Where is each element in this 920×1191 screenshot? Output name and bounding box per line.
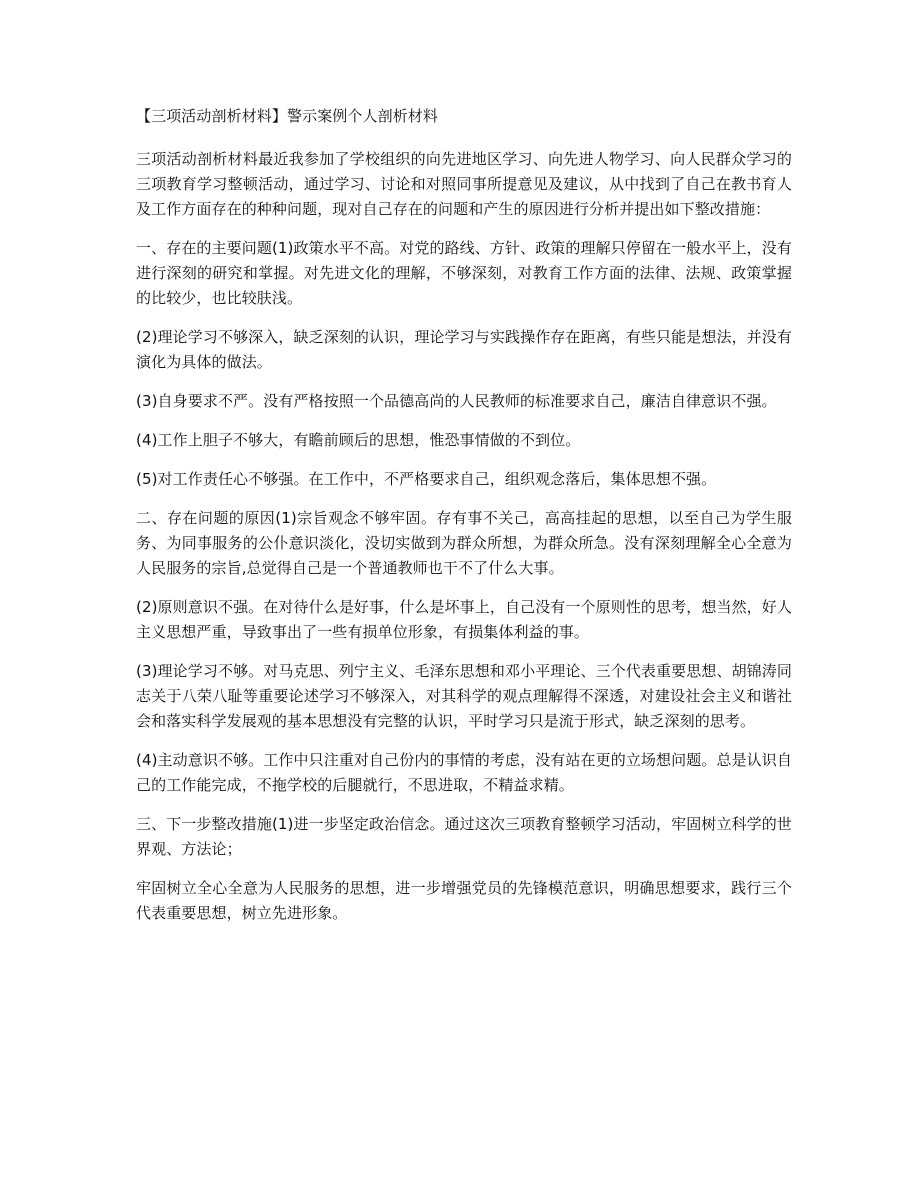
paragraph-problem-2: (2)理论学习不够深入，缺乏深刻的认识，理论学习与实践操作存在距离，有些只能是想法，并没有演化为具体的做法。 — [136, 328, 792, 371]
paragraph-cause-1: 二、存在问题的原因(1)宗旨观念不够牢固。存有事不关己，高高挂起的思想，以至自己为学生服务、为同事服务的公仆意识淡化，没切实做到为群众所想，为群众所急。没有深刻理解全心全意为人民服务的宗旨,总觉得自己是一个普通教师也干不了什么大事。 — [136, 509, 792, 577]
paragraph-problem-1: 一、存在的主要问题(1)政策水平不高。对党的路线、方针、政策的理解只停留在一般水平上，没有进行深刻的研究和掌握。对先进文化的理解，不够深刻，对教育工作方面的法律、法规、政策掌握的比较少，也比较肤浅。 — [136, 239, 792, 307]
paragraph-problem-5: (5)对工作责任心不够强。在工作中，不严格要求自己，组织观念落后，集体思想不强。 — [136, 470, 717, 488]
paragraph-problem-3: (3)自身要求不严。没有严格按照一个品德高尚的人民教师的标准要求自己，廉洁自律意识不强。 — [136, 392, 777, 410]
paragraph-cause-2: (2)原则意识不强。在对待什么是好事，什么是坏事上，自己没有一个原则性的思考，想当然，好人主义思想严重，导致事出了一些有损单位形象，有损集体利益的事。 — [136, 598, 792, 641]
paragraph-cause-4: (4)主动意识不够。工作中只注重对自己份内的事情的考虑，没有站在更的立场想问题。总是认识自己的工作能完成，不拖学校的后腿就行，不思进取，不精益求精。 — [136, 751, 792, 794]
paragraph-cause-3: (3)理论学习不够。对马克思、列宁主义、毛泽东思想和邓小平理论、三个代表重要思想、胡锦涛同志关于八荣八耻等重要论述学习不够深入，对其科学的观点理解得不深透，对建设社会主义和谐社会和落实科学发展观的基本思想没有完整的认识，平时学习只是流于形式，缺乏深刻的思考。 — [136, 662, 792, 730]
document-page — [136, 104, 792, 940]
document-title: 【三项活动剖析材料】警示案例个人剖析材料 — [136, 107, 439, 125]
paragraph-problem-4: (4)工作上胆子不够大，有瞻前顾后的思想，惟恐事情做的不到位。 — [136, 431, 581, 449]
paragraph-intro: 三项活动剖析材料最近我参加了学校组织的向先进地区学习、向先进人物学习、向人民群众学习的三项教育学习整顿活动，通过学习、讨论和对照同事所提意见及建议，从中找到了自己在教书育人及工作方面存在的种种问题，现对自己存在的问题和产生的原因进行分析并提出如下整改措施： — [136, 150, 792, 218]
paragraph-measure-1: 三、下一步整改措施(1)进一步坚定政治信念。通过这次三项教育整顿学习活动，牢固树立科学的世界观、方法论； — [136, 815, 792, 858]
paragraph-measure-2: 牢固树立全心全意为人民服务的思想，进一步增强党员的先锋模范意识，明确思想要求，践行三个代表重要思想，树立先进形象。 — [136, 879, 792, 922]
